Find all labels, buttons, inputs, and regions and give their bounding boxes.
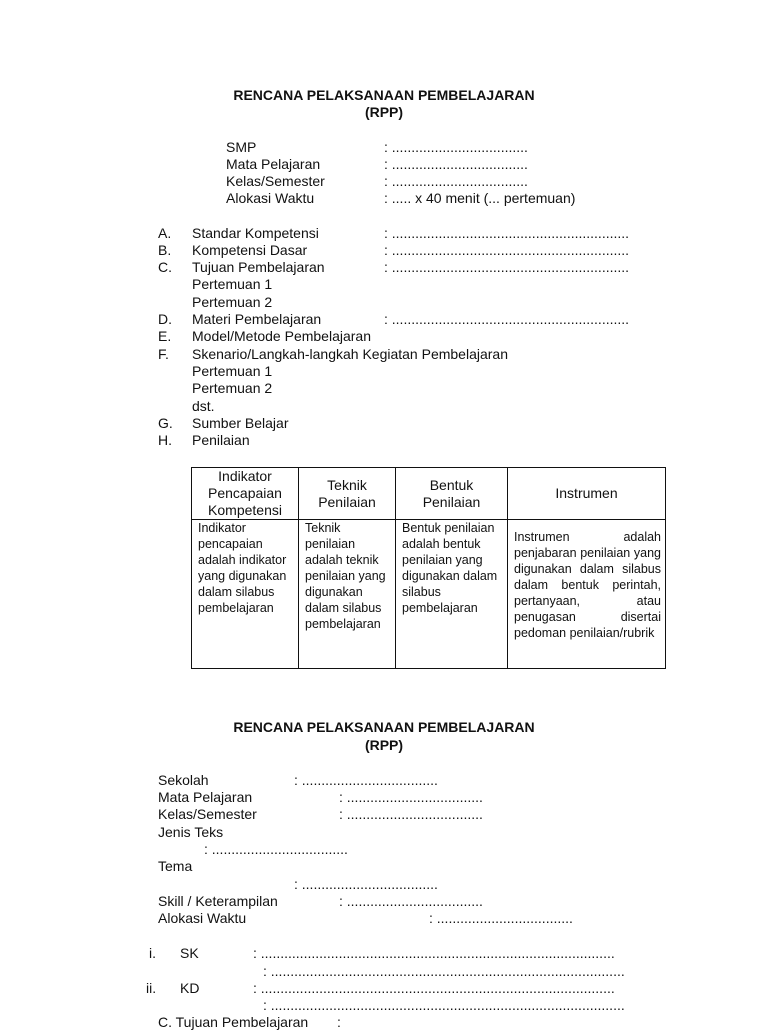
- jenis-teks-label: Jenis Teks: [158, 824, 224, 840]
- section-label-e: Model/Metode Pembelajaran: [192, 328, 371, 344]
- alokasi-value: : ...................................: [429, 910, 573, 926]
- kd-number: ii.: [146, 980, 157, 996]
- page-title: RENCANA PELAKSANAAN PEMBELAJARAN: [233, 87, 535, 103]
- table-row: [192, 520, 666, 669]
- section-label-c: Tujuan Pembelajaran: [192, 259, 325, 275]
- table-header-teknik: [299, 468, 396, 520]
- section-value-c: : .............................................................: [384, 259, 630, 275]
- header-label: Teknik Penilaian: [318, 476, 376, 510]
- table-header-bentuk: [396, 468, 508, 520]
- page-title-2: RENCANA PELAKSANAAN PEMBELAJARAN: [233, 719, 535, 735]
- identity-value-alokasi: : ..... x 40 menit (... pertemuan): [384, 190, 576, 206]
- section-letter-d: D.: [158, 311, 172, 327]
- sk-number: i.: [149, 945, 156, 961]
- kelas-label: Kelas/Semester: [158, 806, 257, 822]
- sk-line-2: : ...........................................................................................: [263, 963, 625, 979]
- section-label-h: Penilaian: [192, 432, 250, 448]
- section-f-dst: dst.: [192, 398, 215, 414]
- table-cell-bentuk: [396, 520, 508, 669]
- identity-label-alokasi: Alokasi Waktu: [226, 190, 315, 206]
- section-label-g: Sumber Belajar: [192, 415, 289, 431]
- kd-label: KD: [180, 980, 200, 996]
- page-subtitle: (RPP): [364, 104, 404, 120]
- sk-line-1: : ...........................................................................................: [253, 945, 615, 961]
- identity-value-smp: : ...................................: [384, 139, 528, 155]
- tema-value: : ...................................: [294, 876, 438, 892]
- sekolah-value: : ...................................: [294, 772, 438, 788]
- table-cell-instrumen: [508, 520, 666, 669]
- section-value-d: : .............................................................: [384, 311, 630, 327]
- header-label: Bentuk Penilaian: [422, 476, 481, 510]
- page-subtitle-2: (RPP): [364, 737, 404, 753]
- section-letter-c: C.: [158, 259, 172, 275]
- section-c-pertemuan-2: Pertemuan 2: [192, 294, 273, 310]
- section-label-a: Standar Kompetensi: [192, 225, 319, 241]
- cell-text: Indikator pencapaian adalah indikator yang digunakan dalam silabus pembelajaran: [198, 521, 287, 615]
- kelas-value: : ...................................: [339, 806, 483, 822]
- table-header-row: [192, 468, 666, 520]
- section-f-pertemuan-2: Pertemuan 2: [192, 380, 273, 396]
- section-letter-f: F.: [158, 346, 169, 362]
- tujuan-value: :: [337, 1014, 341, 1030]
- assessment-table: [191, 467, 666, 669]
- section-f-pertemuan-1: Pertemuan 1: [192, 363, 273, 379]
- section-letter-a: A.: [158, 225, 172, 241]
- identity-value-mapel: : ...................................: [384, 156, 528, 172]
- cell-text: Bentuk penilaian adalah bentuk penilaian yang digunakan dalam silabus pembelajaran: [402, 521, 498, 615]
- section-value-b: : .............................................................: [384, 242, 630, 258]
- mapel-value: : ...................................: [339, 789, 483, 805]
- header-label: Indikator Pencapaian Kompetensi: [208, 468, 282, 518]
- cell-text: Instrumen adalah penjabaran penilaian yang digunakan dalam silabus dalam bentuk perintah, pertanyaan, atau penugasan disertai pedoman penilaian/rubrik: [514, 530, 661, 640]
- tujuan-label: C. Tujuan Pembelajaran: [158, 1014, 309, 1030]
- table-header-instrumen: [508, 468, 666, 520]
- kd-line-2: : ...........................................................................................: [263, 997, 625, 1013]
- section-value-a: : .............................................................: [384, 225, 630, 241]
- section-label-b: Kompetensi Dasar: [192, 242, 308, 258]
- skill-value: : ...................................: [339, 893, 483, 909]
- tema-label: Tema: [158, 858, 193, 874]
- alokasi-label: Alokasi Waktu: [158, 910, 247, 926]
- mapel-label: Mata Pelajaran: [158, 789, 253, 805]
- section-label-d: Materi Pembelajaran: [192, 311, 322, 327]
- cell-text: Teknik penilaian adalah teknik penilaian yang digunakan dalam silabus pembelajaran: [305, 521, 386, 631]
- section-letter-e: E.: [158, 328, 172, 344]
- identity-label-mapel: Mata Pelajaran: [226, 156, 321, 172]
- jenis-teks-value: : ...................................: [204, 841, 348, 857]
- skill-label: Skill / Keterampilan: [158, 893, 278, 909]
- table-header-indikator: [192, 468, 299, 520]
- section-letter-g: G.: [158, 415, 173, 431]
- table-cell-indikator: [192, 520, 299, 669]
- table-cell-teknik: [299, 520, 396, 669]
- section-c-pertemuan-1: Pertemuan 1: [192, 276, 273, 292]
- identity-label-kelas: Kelas/Semester: [226, 173, 325, 189]
- identity-value-kelas: : ...................................: [384, 173, 528, 189]
- section-label-f: Skenario/Langkah-langkah Kegiatan Pembelajaran: [192, 346, 508, 362]
- identity-label-smp: SMP: [226, 139, 257, 155]
- section-letter-b: B.: [158, 242, 172, 258]
- sekolah-label: Sekolah: [158, 772, 209, 788]
- header-label: Instrumen: [555, 485, 618, 501]
- sk-label: SK: [180, 945, 199, 961]
- kd-line-1: : ...........................................................................................: [253, 980, 615, 996]
- section-letter-h: H.: [158, 432, 172, 448]
